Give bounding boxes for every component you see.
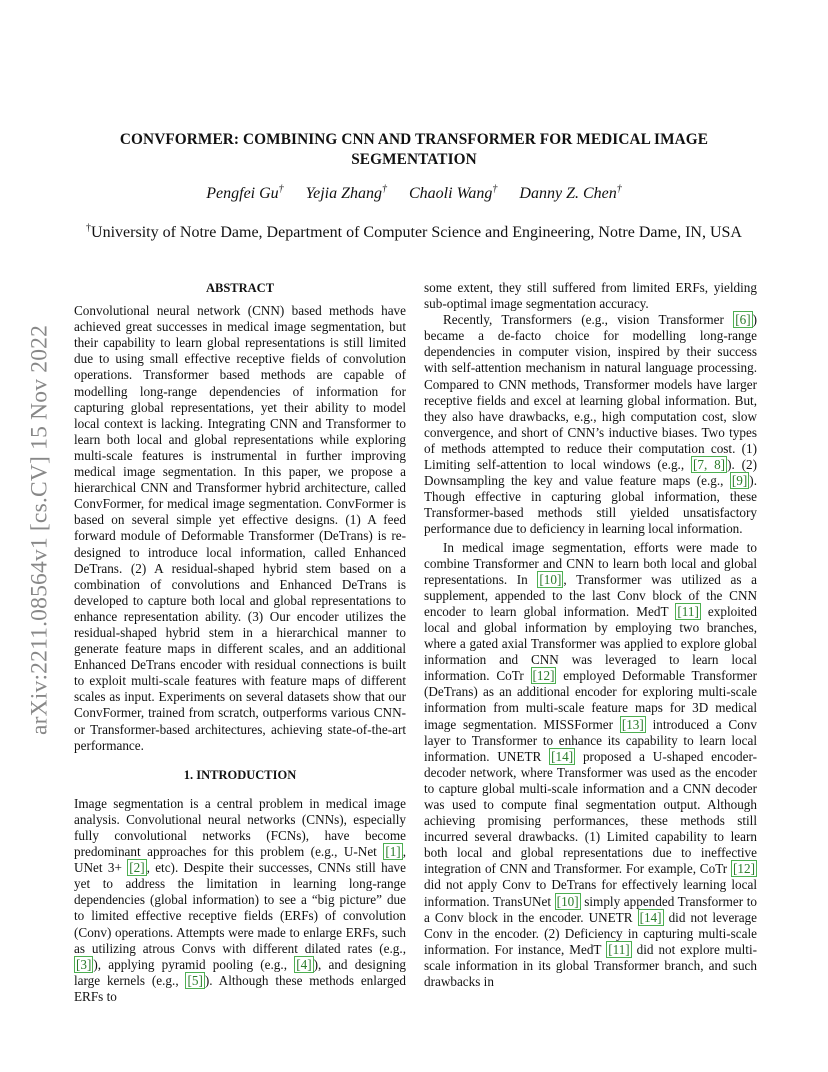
citation-link[interactable]: [6] <box>735 312 751 328</box>
left-column <box>74 280 406 1005</box>
citation-link[interactable]: [14] <box>639 909 662 925</box>
arxiv-sidebar <box>22 280 58 780</box>
citation-link[interactable]: [12] <box>532 668 555 684</box>
author-name: Danny Z. Chen† <box>519 183 622 202</box>
citation-link[interactable]: [3] <box>76 956 92 972</box>
citation-link[interactable]: [9] <box>731 473 748 489</box>
right-column <box>424 280 757 990</box>
citation-link[interactable]: [10] <box>539 571 562 587</box>
body-paragraph: Recently, Transformers (e.g., vision Transformer [6] ) became a de-facto choice for modelling long-range dependencies in computer vision, inspired by their success with self-attention mechanism in natural language processing. Compared to CNN methods, Transformer models have larger receptive fields and excel at learning global information. But, they also have drawbacks, e.g., high computation cost, slow convergence, and short of CNN’s inductive biases. Two types of methods attempted to reduce their computation cost. (1) Limiting self-attention to local windows (e.g., [7, 8] ). (2) Downsampling the key and value feature maps (e.g., [9] ). Though effective in capturing global information, these Transformer-based methods still yielded unsatisfactory performance due to deficiency in learning local information. <box>424 312 757 537</box>
citation-link[interactable]: [2] <box>129 860 145 876</box>
intro-paragraph: Image segmentation is a central problem in medical image analysis. Convolutional neural networks (CNNs), especially fully convolutional networks (FCNs), have become predominant approaches for this problem (e.g., U-Net [1] , UNet 3+ [2] , etc). Despite their successes, CNNs still have yet to address the limitation in learning long-range dependencies (global information) to see a “big picture” due to limited effective receptive fields (ERFs) of convolution (Conv) operations. Attempts were made to enlarge ERFs, such as utilizing atrous Convs with different dilated rates (e.g., [3] ), applying pyramid pooling (e.g., [4] ), and designing large kernels (e.g., [5] ). Although these methods enlarged ERFs to <box>74 795 407 1004</box>
citation-link[interactable]: [14] <box>551 748 574 764</box>
citation-link[interactable]: [12] <box>733 861 755 877</box>
citation-link[interactable]: [1] <box>385 844 401 860</box>
body-paragraph: some extent, they still suffered from limited ERFs, yielding sub-optimal image segmentation accuracy. <box>424 280 757 312</box>
author-name: Chaoli Wang† <box>409 183 498 202</box>
citation-link[interactable]: [11] <box>677 603 699 619</box>
citation-link[interactable]: [4] <box>296 956 312 972</box>
author-name: Yejia Zhang† <box>305 183 387 202</box>
body-paragraph: In medical image segmentation, efforts were made to combine Transformer and CNN to learn both local and global representations. In [10] , Transformer was utilized as a supplement, appended to the last Conv block of the CNN encoder to learn global information. MedT [11] exploited local and global information by employing two branches, where a gated axial Transformer was applied to explore global information and CNN was leveraged to learn local information. CoTr [12] employed Deformable Transformer (DeTrans) as an additional encoder for exploring multi-scale information from multi-scale feature maps for 3D medical image segmentation. MISSFormer [13] introduced a Conv layer to Transformer to enhance its capability to learn local information. UNETR [14] proposed a U-shaped encoder-decoder network, where Transformer was used as the encoder to capture global multi-scale information and a CNN decoder was used to compute final segmentation output. Although achieving promising performances, these methods still incurred several drawbacks. (1) Limited capability to learn both local and global representations due to ineffective integration of CNN and Transformer. For example, CoTr [12] did not apply Conv to DeTrans for effectively learning local information. TransUNet [10] simply appended Transformer to a Conv block in the encoder. UNETR [14] did not leverage Conv in the encoder. (2) Deficiency in capturing multi-scale information. For instance, MedT [11] did not explore multi-scale information in its global Transformer branch, and such drawbacks in <box>424 539 758 990</box>
author-name: Pengfei Gu† <box>206 183 284 202</box>
abstract-text: Convolutional neural network (CNN) based methods have achieved great successes in medical image segmentation, but their capability to learn global representations is still limited due to using small effective receptive fields of convolution operations. Transformer based methods are capable of modelling long-range dependencies of information for capturing global representations, yet their ability to model local context is lacking. Integrating CNN and Transformer to learn both local and global representations while exploring multi-scale features is instrumental in further improving medical image segmentation. In this paper, we propose a hierarchical CNN and Transformer hybrid architecture, called ConvFormer, for medical image segmentation. ConvFormer is based on several simple yet effective designs. (1) A feed forward module of Deformable Transformer (DeTrans) is re-designed to introduce local information, called Enhanced DeTrans. (2) A residual-shaped hybrid stem based on a combination of convolutions and Enhanced DeTrans is developed to capture both local and global representations to enhance representation ability. (3) Our encoder utilizes the residual-shaped hybrid stem in a hierarchical manner to generate feature maps in different scales, and an additional Enhanced DeTrans encoder with residual connections is built to exploit multi-scale features with feature maps of different scales as input. Experiments on several datasets show that our ConvFormer, trained from scratch, outperforms various CNN- or Transformer-based architectures, achieving state-of-the-art performance. <box>74 303 406 753</box>
arxiv-identifier: arXiv:2211.08564v1 [cs.CV] 15 Nov 2022 <box>26 324 53 736</box>
paper-title: CONVFORMER: COMBINING CNN AND TRANSFORMER FOR MEDICAL IMAGE SEGMENTATION <box>119 131 709 168</box>
citation-link[interactable]: [7, 8] <box>692 457 726 473</box>
abstract-heading: ABSTRACT <box>205 281 275 295</box>
citation-link[interactable]: [10] <box>556 893 579 909</box>
citation-link[interactable]: [13] <box>621 716 644 732</box>
citation-link[interactable]: [11] <box>608 941 630 957</box>
citation-link[interactable]: [5] <box>187 972 203 988</box>
affiliation: †University of Notre Dame, Department of Computer Science and Engineering, Notre Dame, IN, USA <box>86 222 742 241</box>
introduction-heading: 1. INTRODUCTION <box>183 767 297 782</box>
author-list <box>70 185 758 203</box>
